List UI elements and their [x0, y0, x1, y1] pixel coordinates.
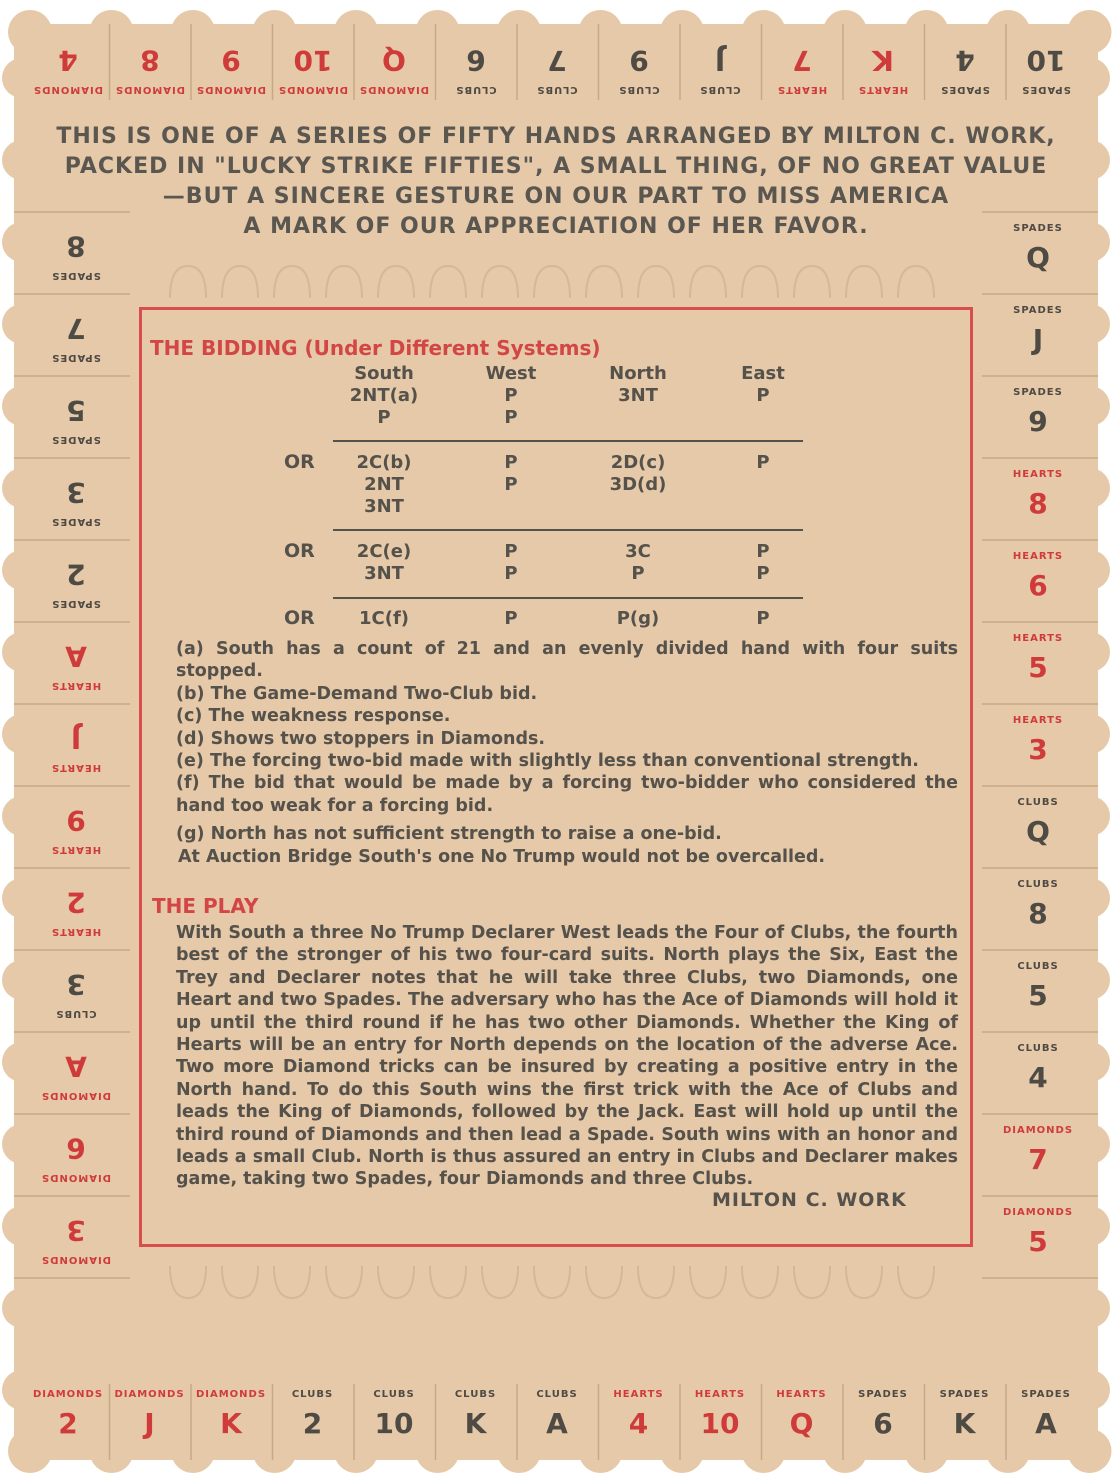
bid: P: [756, 608, 770, 629]
bid: 3C: [625, 541, 651, 562]
card-tab[interactable]: [273, 1380, 353, 1460]
card-tab[interactable]: [436, 1380, 516, 1460]
tab-rank: A: [65, 640, 87, 673]
tab-rank: K: [464, 1407, 487, 1440]
signature: MILTON C. WORK: [712, 1189, 907, 1211]
tab-rank: J: [1032, 323, 1044, 356]
divider: [333, 440, 803, 442]
card-tab[interactable]: [36, 294, 116, 374]
bid: P: [504, 608, 518, 629]
card-tab[interactable]: [998, 704, 1078, 784]
card-tab[interactable]: [998, 622, 1078, 702]
tab-rank: 6: [66, 1132, 86, 1165]
note-b: (b) The Game-Demand Two-Club bid.: [176, 683, 538, 704]
card-tab[interactable]: [599, 1380, 679, 1460]
card-tab[interactable]: [36, 376, 116, 456]
play-paragraph: With South a three No Trump Declarer West leads the Four of Clubs, the fourth best of the stronger of his two four-card suits. North plays the Six, East the Trey and Declarer notes that he will take three Clubs, two Diamonds, one Heart and two Spades. The adversary who has the Ace of Diamonds will hold it up until the third round if he has two other Diamonds. Whether the King of Hearts will be an entry for North depends on the location of the adverse Ace. Two more Diamond tricks can be insured by creating a positive entry in the North hand. To do this South wins the first trick with the Ace of Clubs and leads the King of Diamonds, followed by the Jack. East will hold up until the third round of Diamonds and then lead a Spade. South wins with an honor and leads a small Club. North is thus assured an entry in Clubs and Declarer makes game, taking two Spades, four Diamonds and three Clubs.: [176, 923, 958, 1190]
tab-suit: CLUBS: [291, 1389, 334, 1400]
tab-suit: HEARTS: [1012, 469, 1064, 480]
tab-suit: HEARTS: [776, 1389, 827, 1400]
bid: 3NT: [618, 385, 658, 406]
tab-suit: CLUBS: [699, 84, 741, 95]
note-g: (g) North has not sufficient strength to raise a one-bid.: [176, 824, 722, 845]
tab-suit: SPADES: [1013, 387, 1063, 398]
tab-rank: A: [1035, 1407, 1057, 1440]
tab-suit: DIAMONDS: [277, 84, 348, 95]
card-tab[interactable]: [36, 950, 116, 1030]
tab-rank: K: [872, 44, 894, 77]
tab-rank: 10: [374, 1407, 414, 1440]
bid: P: [504, 407, 518, 428]
bid: P: [756, 452, 770, 473]
tab-suit: HEARTS: [1012, 551, 1064, 562]
tab-suit: DIAMONDS: [32, 1389, 104, 1400]
header-south: South: [354, 363, 414, 384]
bid: 2NT(a): [349, 385, 419, 406]
tab-suit: SPADES: [1013, 305, 1063, 316]
tab-suit: CLUBS: [536, 1389, 578, 1400]
play-heading: THE PLAY: [152, 894, 259, 918]
tab-suit: HEARTS: [1012, 715, 1064, 726]
tab-suit: CLUBS: [536, 84, 578, 95]
tab-suit: HEARTS: [1012, 633, 1064, 644]
bid: 2C(b): [356, 452, 412, 473]
tab-rank: 8: [1028, 487, 1048, 520]
card-tab[interactable]: [436, 24, 516, 104]
card-tab[interactable]: [925, 24, 1005, 104]
tab-rank: 8: [139, 44, 160, 77]
intro-text: [40, 122, 1072, 242]
divider: [333, 597, 803, 599]
note-e: (e) The forcing two-bid made with slightly less than conventional strength.: [176, 751, 919, 772]
bid: P: [504, 563, 518, 584]
card-tab[interactable]: [354, 1380, 434, 1460]
card-tab[interactable]: [599, 24, 679, 104]
card-tab[interactable]: [680, 24, 760, 104]
card-tab[interactable]: [680, 1380, 760, 1460]
tab-suit: SPADES: [858, 1389, 908, 1400]
card-tab[interactable]: [110, 1380, 190, 1460]
tab-suit: DIAMONDS: [40, 1254, 112, 1265]
intro-line: A MARK OF OUR APPRECIATION OF HER FAVOR.: [243, 214, 869, 239]
tab-suit: SPADES: [939, 84, 990, 95]
tab-suit: SPADES: [51, 598, 101, 609]
tab-suit: DIAMONDS: [40, 1090, 112, 1101]
tab-suit: DIAMONDS: [114, 1389, 185, 1400]
note-f: (f) The bid that would be made by a forcing two-bidder who considered the hand too weak for a forcing bid.: [176, 773, 958, 816]
tab-rank: 7: [66, 312, 86, 345]
tab-suit: HEARTS: [50, 762, 102, 773]
bid: P: [377, 407, 391, 428]
card-tab[interactable]: [998, 376, 1078, 456]
card-tab[interactable]: [36, 704, 116, 784]
tab-suit: SPADES: [1021, 1389, 1071, 1400]
tab-rank: 9: [221, 44, 241, 77]
card-tab[interactable]: [762, 1380, 842, 1460]
tab-rank: 2: [66, 558, 86, 591]
bid: 3NT: [364, 496, 404, 517]
card-tab[interactable]: [998, 458, 1078, 538]
tab-rank: 3: [1028, 733, 1048, 766]
bid: P: [504, 474, 518, 495]
tab-suit: DIAMONDS: [40, 1172, 112, 1183]
tab-suit: HEARTS: [694, 1389, 746, 1400]
tab-rank: 6: [1028, 569, 1048, 602]
bid: P: [756, 385, 770, 406]
card-tab[interactable]: [273, 24, 353, 104]
tab-rank: 6: [465, 44, 486, 77]
tab-suit: HEARTS: [50, 844, 102, 855]
tab-suit: DIAMONDS: [358, 84, 430, 95]
card-tab[interactable]: [517, 1380, 597, 1460]
tab-suit: HEARTS: [50, 680, 102, 691]
bid: P(g): [616, 608, 660, 629]
tab-rank: Q: [382, 44, 406, 77]
card-tab[interactable]: [28, 24, 108, 104]
bid: 2D(c): [610, 452, 666, 473]
tab-suit: CLUBS: [1017, 961, 1059, 972]
tab-rank: 4: [58, 44, 78, 77]
tab-rank: 6: [873, 1407, 893, 1440]
tab-rank: J: [70, 722, 82, 755]
tab-rank: 4: [1028, 1061, 1048, 1094]
tab-rank: Q: [1026, 241, 1050, 274]
intro-line: THIS IS ONE OF A SERIES OF FIFTY HANDS ARRANGED BY MILTON C. WORK,: [56, 124, 1056, 149]
tab-suit: DIAMONDS: [1002, 1207, 1074, 1218]
tab-suit: SPADES: [51, 270, 101, 281]
tab-rank: Q: [1026, 815, 1050, 848]
tab-rank: 7: [1028, 1143, 1048, 1176]
tab-rank: 5: [1028, 979, 1048, 1012]
card-tab[interactable]: [998, 1196, 1078, 1276]
card-tab[interactable]: [998, 786, 1078, 866]
tab-rank: 9: [628, 44, 649, 77]
tab-rank: 8: [1028, 897, 1048, 930]
tab-rank: K: [953, 1407, 976, 1440]
tab-suit: CLUBS: [454, 1389, 497, 1400]
card-tab[interactable]: [191, 24, 271, 104]
tab-rank: A: [65, 1050, 87, 1083]
or-label: OR: [284, 607, 315, 629]
tab-suit: DIAMONDS: [195, 1389, 267, 1400]
card-tab[interactable]: [110, 24, 190, 104]
tab-rank: 5: [1028, 1225, 1048, 1258]
card-tab[interactable]: [1006, 24, 1086, 104]
bid: P: [504, 385, 518, 406]
tab-suit: DIAMONDS: [114, 84, 185, 95]
card-tab[interactable]: [998, 1032, 1078, 1112]
tab-suit: CLUBS: [454, 84, 497, 95]
bid: P: [756, 563, 770, 584]
tab-rank: 10: [1026, 44, 1066, 77]
tab-rank: 2: [66, 886, 86, 919]
card-tab[interactable]: [843, 24, 923, 104]
bid: 2C(e): [356, 541, 412, 562]
card-tab[interactable]: [36, 868, 116, 948]
tab-suit: SPADES: [51, 434, 101, 445]
tab-rank: 5: [66, 394, 86, 427]
tab-suit: DIAMONDS: [1002, 1125, 1074, 1136]
tab-rank: 2: [58, 1407, 78, 1440]
tab-rank: 3: [66, 1214, 86, 1247]
divider: [333, 529, 803, 531]
tab-rank: 9: [66, 804, 86, 837]
tab-suit: SPADES: [51, 352, 101, 363]
header-east: East: [741, 363, 785, 384]
or-label: OR: [284, 451, 315, 473]
card-tab[interactable]: [36, 540, 116, 620]
tab-rank: 9: [1028, 405, 1048, 438]
tab-rank: K: [220, 1407, 242, 1440]
or-label: OR: [284, 540, 315, 562]
header-north: North: [609, 363, 667, 384]
tab-rank: 7: [791, 44, 812, 77]
intro-line: —BUT A SINCERE GESTURE ON OUR PART TO MISS AMERICA: [162, 184, 950, 209]
tab-suit: SPADES: [1013, 223, 1063, 234]
bid: P: [504, 452, 518, 473]
card-tab[interactable]: [998, 868, 1078, 948]
note-c: (c) The weakness response.: [176, 706, 451, 727]
tab-suit: DIAMONDS: [32, 84, 104, 95]
bid: 3NT: [364, 563, 404, 584]
card-tab[interactable]: [354, 24, 434, 104]
tab-rank: Q: [789, 1407, 814, 1440]
bidding-notes: [152, 638, 958, 868]
card-tab[interactable]: [36, 622, 116, 702]
card-tab[interactable]: [36, 1196, 116, 1276]
tab-suit: HEARTS: [50, 926, 102, 937]
tab-rank: J: [714, 44, 726, 77]
tab-suit: SPADES: [51, 516, 101, 527]
header-west: West: [485, 363, 537, 384]
tab-suit: CLUBS: [373, 1389, 415, 1400]
card-tab[interactable]: [191, 1380, 271, 1460]
bidding-heading: THE BIDDING (Under Different Systems): [150, 336, 601, 360]
note-d: (d) Shows two stoppers in Diamonds.: [176, 728, 546, 749]
card-tab[interactable]: [843, 1380, 923, 1460]
tab-suit: HEARTS: [613, 1389, 664, 1400]
tab-suit: SPADES: [939, 1389, 990, 1400]
card-tab[interactable]: [36, 458, 116, 538]
card-tab[interactable]: [517, 24, 597, 104]
card-tab[interactable]: [925, 1380, 1005, 1460]
card-tab[interactable]: [1006, 1380, 1086, 1460]
card-tab[interactable]: [36, 1032, 116, 1112]
tab-suit: CLUBS: [1017, 797, 1059, 808]
tab-rank: 4: [954, 44, 975, 77]
tab-rank: J: [144, 1407, 155, 1440]
tab-rank: 4: [628, 1407, 649, 1440]
tab-suit: HEARTS: [776, 84, 827, 95]
note-a: (a) South has a count of 21 and an evenly divided hand with four suits stopped.: [176, 639, 958, 682]
tab-rank: 5: [1028, 651, 1048, 684]
card-tab[interactable]: [36, 786, 116, 866]
card-tab[interactable]: [28, 1380, 108, 1460]
tab-suit: CLUBS: [1017, 1043, 1059, 1054]
tab-rank: 10: [700, 1407, 740, 1440]
tab-suit: CLUBS: [55, 1008, 97, 1019]
card-tab[interactable]: [762, 24, 842, 104]
tab-suit: DIAMONDS: [195, 84, 267, 95]
play-text: [152, 922, 958, 1191]
tab-rank: 7: [547, 44, 567, 77]
tab-suit: CLUBS: [1017, 879, 1059, 890]
bid: 1C(f): [358, 608, 410, 629]
tab-rank: 10: [293, 44, 332, 77]
bid: P: [504, 541, 518, 562]
bid: P: [631, 563, 645, 584]
tab-rank: 3: [66, 968, 86, 1001]
bid: 3D(d): [609, 474, 667, 495]
card-tab[interactable]: [998, 540, 1078, 620]
tab-suit: HEARTS: [857, 84, 909, 95]
tab-suit: CLUBS: [617, 84, 660, 95]
tab-rank: 2: [302, 1407, 323, 1440]
tab-rank: A: [546, 1407, 568, 1440]
intro-line: PACKED IN "LUCKY STRIKE FIFTIES", A SMALL THING, OF NO GREAT VALUE: [64, 154, 1048, 179]
card-tab[interactable]: [36, 1114, 116, 1194]
card-tab[interactable]: [998, 950, 1078, 1030]
tab-suit: SPADES: [1021, 84, 1071, 95]
bid: P: [756, 541, 770, 562]
card-tab[interactable]: [998, 294, 1078, 374]
tab-rank: 8: [66, 230, 86, 263]
card-tab[interactable]: [998, 1114, 1078, 1194]
tab-rank: 3: [66, 476, 86, 509]
bid: 2NT: [364, 474, 404, 495]
note-auction: At Auction Bridge South's one No Trump would not be overcalled.: [178, 846, 826, 867]
